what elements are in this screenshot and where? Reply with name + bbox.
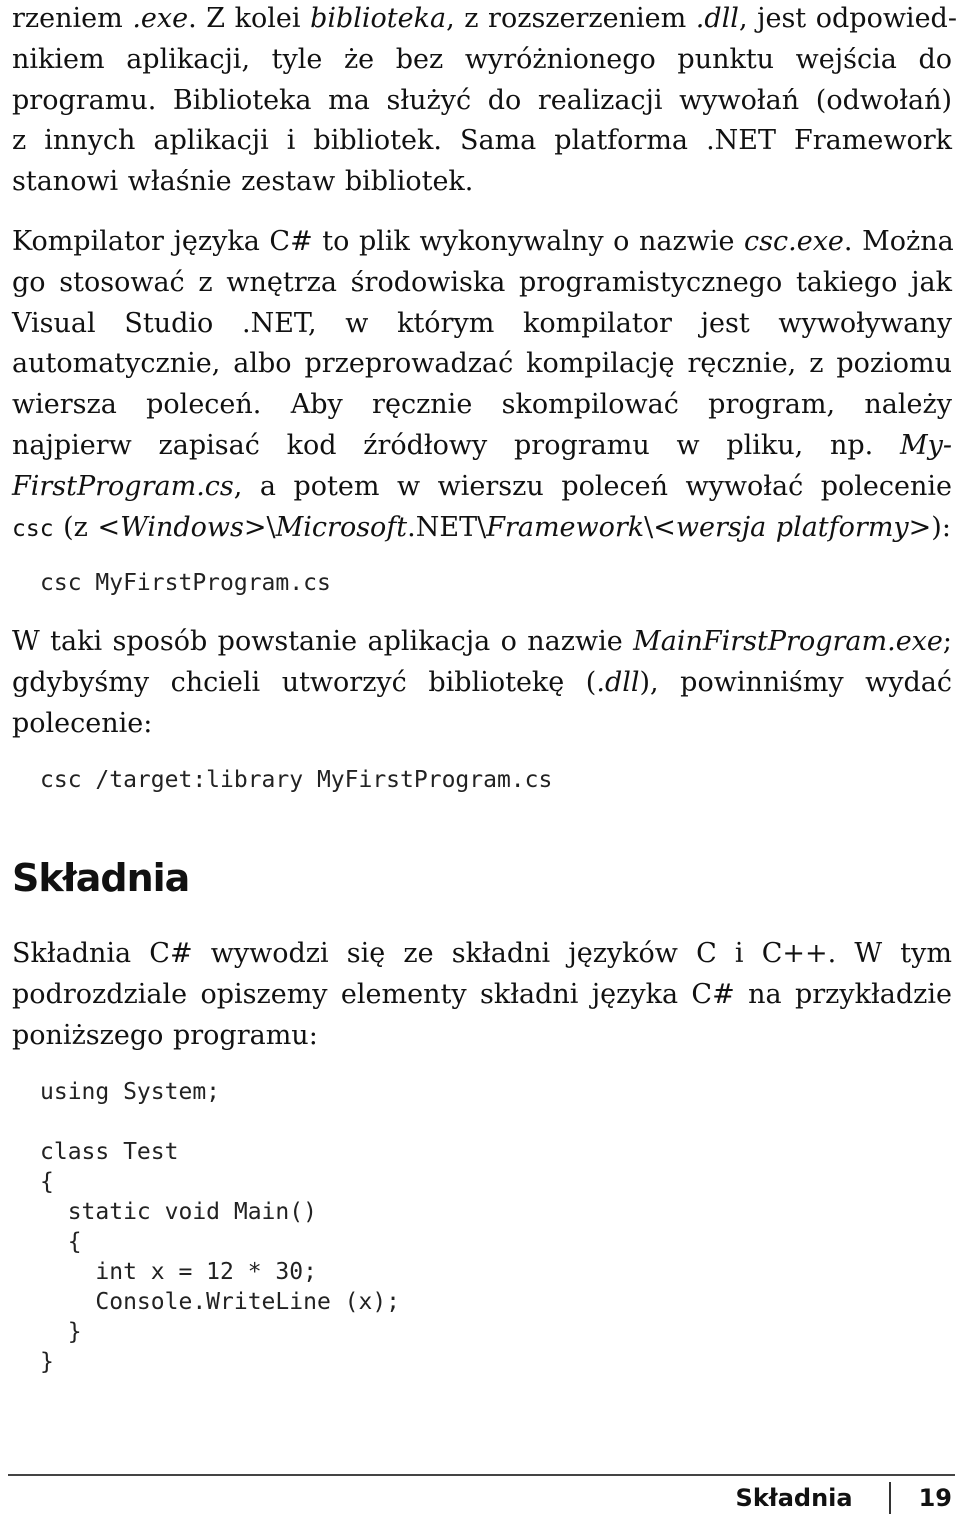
page-footer <box>736 1482 952 1514</box>
text-line: poniższego programu: <box>12 1019 318 1051</box>
text-line: gdybyśmy chcieli utworzyć bibliotekę (.dll), powinniśmy wydać <box>12 666 953 698</box>
text-line: wiersza poleceń. Aby ręcznie skompilować program, należy <box>12 389 952 421</box>
text-line: Visual Studio .NET, w którym kompilator jest wywoływany <box>12 307 952 339</box>
text-line: z innych aplikacji i bibliotek. Sama platforma .NET Framework <box>12 125 952 157</box>
footer-section-title: Składnia <box>735 1484 853 1512</box>
page-number: 19 <box>918 1484 952 1512</box>
code-block-library: csc /target:library MyFirstProgram.cs <box>40 767 553 793</box>
section-heading: Składnia <box>12 856 190 900</box>
text-line: Składnia C# wywodzi się ze składni języków C i C++. W tym <box>12 938 952 969</box>
text-line: go stosować z wnętrza środowiska programistycznego takiego jak <box>12 266 952 298</box>
text-line: polecenie: <box>12 707 153 739</box>
text-line: rzeniem .exe. Z kolei biblioteka, z rozszerzeniem .dll, jest odpowied- <box>12 3 957 34</box>
footer-separator <box>889 1482 891 1514</box>
paragraph-1 <box>12 0 957 203</box>
text-line: programu. Biblioteka ma służyć do realizacji wywołań (odwołań) <box>12 84 952 116</box>
text-line: automatycznie, albo przeprowadzać kompilację ręcznie, z poziomu <box>12 348 952 380</box>
text-line: najpierw zapisać kod źródłowy programu w pliku, np. My- <box>12 429 952 461</box>
text-line: W taki sposób powstanie aplikacja o nazwie MainFirstProgram.exe; <box>12 626 952 657</box>
paragraph-4 <box>12 934 952 1056</box>
text-line: stanowi właśnie zestaw bibliotek. <box>12 166 474 198</box>
paragraph-2 <box>12 222 952 549</box>
code-block-program: using System; class Test { static void Main() { int x = 12 * 30; Console.WriteLine (x); } } <box>40 1079 401 1375</box>
paragraph-3 <box>12 622 952 744</box>
text-line: csc (z <Windows>\Microsoft.NET\Framework\<wersja platformy>): <box>12 511 951 543</box>
text-line: FirstProgram.cs, a potem w wierszu poleceń wywołać polecenie <box>12 470 952 502</box>
footer-divider <box>8 1474 955 1476</box>
text-line: podrozdziale opiszemy elementy składni języka C# na przykładzie <box>12 978 952 1010</box>
code-block-compile: csc MyFirstProgram.cs <box>40 570 331 596</box>
text-line: nikiem aplikacji, tyle że bez wyróżnionego punktu wejścia do <box>12 43 952 75</box>
text-line: Kompilator języka C# to plik wykonywalny o nazwie csc.exe. Można <box>12 226 954 257</box>
